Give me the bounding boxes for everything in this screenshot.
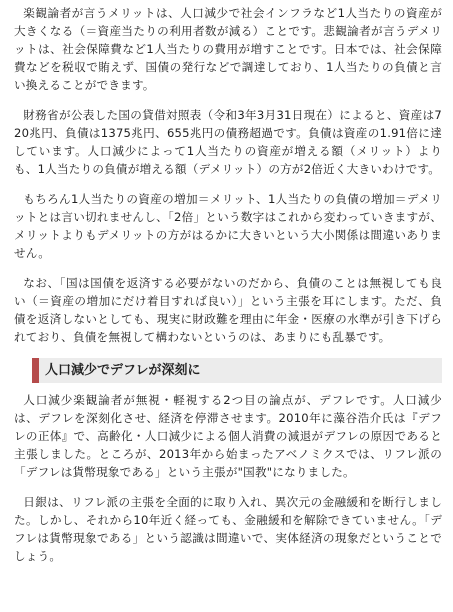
paragraph-deflation: 人口減少楽観論者が無視・軽視する2つ目の論点が、デフレです。人口減少は、デフレを深刻化させ、経済を停滞させます。2010年に藻谷浩介氏は『デフレの正体』で、高齢化・人口減少による個人消費の減退がデフレの原因であると主張しました。ところが、2013年から始まったアベノミクスでは、リフレ派の「デフレは貨幣現象である」という主張が"国教"になりました。 <box>14 393 442 479</box>
paragraph-balance-sheet: 財務省が公表した国の貸借対照表（令和3年3月31日現在）によると、資産は720兆円、負債は1375兆円、655兆円の債務超過です。負債は資産の1.91倍に達しています。人口減少によって1人当たりの資産が増える額（メリット）よりも、1人当たりの負債が増える額（デメリット）の方が2倍近く大きいわけです。 <box>14 108 442 176</box>
paragraph-boj: 日銀は、リフレ派の主張を全面的に取り入れ、異次元の金融緩和を断行しました。しかし、それから10年近く経っても、金融緩和を解除できていません。「デフレは貨幣現象である」という認識は間違いで、実体経済の現象だということでしょう。 <box>14 495 442 563</box>
article-body <box>14 4 442 577</box>
paragraph-ignore-debt: なお、「国は国債を返済する必要がないのだから、負債のことは無視しても良い（＝資産の増加にだけ着目すれば良い）」という主張を耳にします。ただ、負債を返済しないとしても、現実に財政難を理由に年金・医療の水準が引き下げられており、負債を無視して構わないというのは、あまりにも乱暴です。 <box>14 276 442 344</box>
paragraph-merits-demerits: 楽観論者が言うメリットは、人口減少で社会インフラなど1人当たりの資産が大きくなる（＝資産当たりの利用者数が減る）ことです。悲観論者が言うデメリットは、社会保障費など1人当たりの費用が増すことです。日本では、社会保障費などを税収で賄えず、国債の発行などで調達しており、1人当たりの負債と言い換えることができます。 <box>14 6 442 92</box>
paragraph-size-relationship: もちろん1人当たりの資産の増加＝メリット、1人当たりの負債の増加＝デメリットとは言い切れませんし、「2倍」という数字はこれから変わっていきますが、メリットよりもデメリットの方がはるかに大きいという大小関係は間違いありません。 <box>14 192 442 260</box>
section-heading: 人口減少でデフレが深刻に <box>32 358 442 383</box>
